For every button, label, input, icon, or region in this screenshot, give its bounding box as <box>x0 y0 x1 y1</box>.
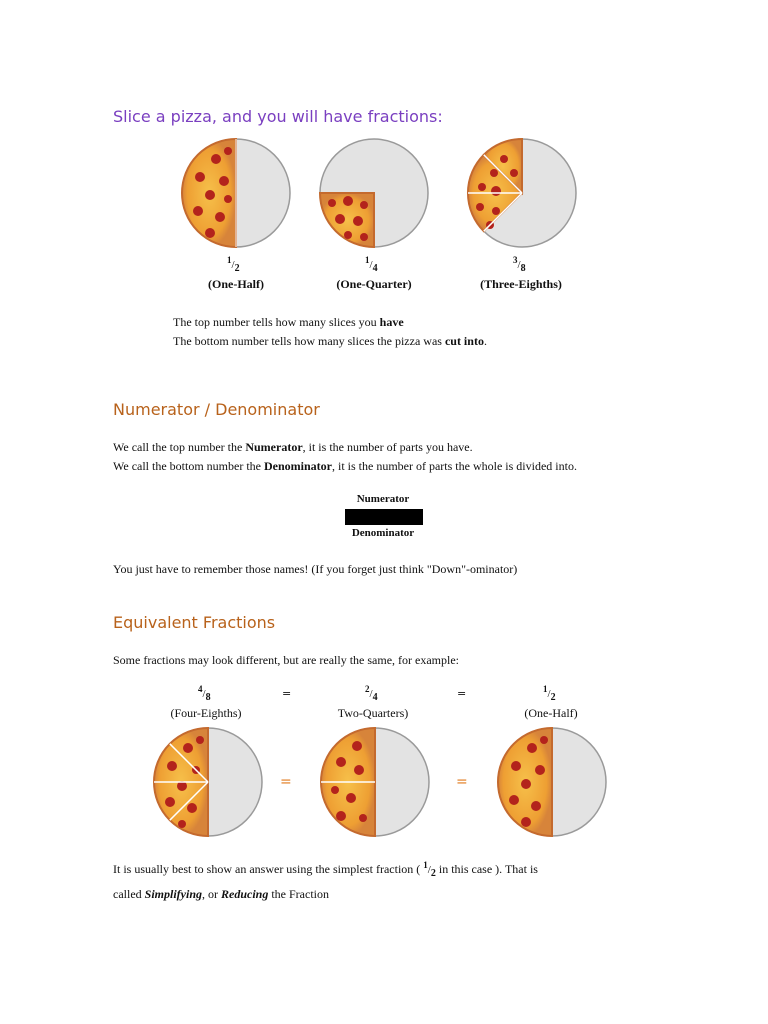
pizza-two-quarters <box>319 726 431 838</box>
fraction-three-eighths: $^3/_8$ <box>513 255 526 274</box>
fraction-one-half: $^1/_2$ <box>227 255 240 274</box>
equals-big-1: = <box>280 774 292 790</box>
fraction-bar <box>345 509 423 525</box>
closing-fraction: $^1/_2$ <box>423 860 436 879</box>
closing-paragraph <box>113 855 733 905</box>
pizza-one-half-equiv <box>496 726 608 838</box>
equals-small-2: = <box>457 687 467 700</box>
denominator-definition: We call the bottom number the Denominator, it is the number of parts the whole is divided into. <box>113 459 577 473</box>
intro-explanation <box>173 313 693 351</box>
closing-line-1: It is usually best to show an answer using the simplest fraction ( $^1/_2$ in this case ). That is <box>113 860 538 879</box>
caption-four-eighths: (Four-Eighths) <box>170 706 242 720</box>
numerator-definition: We call the top number the Numerator, it is the number of parts you have. <box>113 440 473 454</box>
pizza-one-quarter <box>318 137 430 249</box>
fraction-one-quarter: $^1/_4$ <box>365 255 378 274</box>
remember-note: You just have to remember those names! (If you forget just think "Down"-ominator) <box>113 562 518 576</box>
bottom-number-line: The bottom number tells how many slices the pizza was cut into. <box>173 334 487 348</box>
equals-big-2: = <box>456 774 468 790</box>
diagram-numerator-label: Numerator <box>356 493 410 505</box>
top-number-line: The top number tells how many slices you have <box>173 315 404 329</box>
equiv-heading: Equivalent Fractions <box>113 613 276 632</box>
diagram-denominator-label: Denominator <box>351 527 415 539</box>
pizza-one-half <box>180 137 292 249</box>
pizza-three-eighths <box>466 137 578 249</box>
pizza-four-eighths <box>152 726 264 838</box>
caption-one-quarter: (One-Quarter) <box>336 277 412 291</box>
intro-heading: Slice a pizza, and you will have fractions: <box>113 107 443 126</box>
equiv-intro: Some fractions may look different, but are really the same, for example: <box>113 653 459 667</box>
numden-paragraph <box>113 438 733 476</box>
caption-one-half: (One-Half) <box>208 277 264 291</box>
caption-three-eighths: (Three-Eighths) <box>480 277 562 291</box>
caption-two-quarters: Two-Quarters) <box>337 706 409 720</box>
fraction-four-eighths: $^4/_8$ <box>198 684 211 703</box>
caption-one-half-equiv: (One-Half) <box>524 706 578 720</box>
equals-small-1: = <box>282 687 292 700</box>
numden-heading: Numerator / Denominator <box>113 400 320 419</box>
fraction-one-half-equiv: $^1/_2$ <box>543 684 556 703</box>
fraction-two-quarters: $^2/_4$ <box>365 684 378 703</box>
closing-line-2: called Simplifying, or Reducing the Fraction <box>113 887 329 901</box>
